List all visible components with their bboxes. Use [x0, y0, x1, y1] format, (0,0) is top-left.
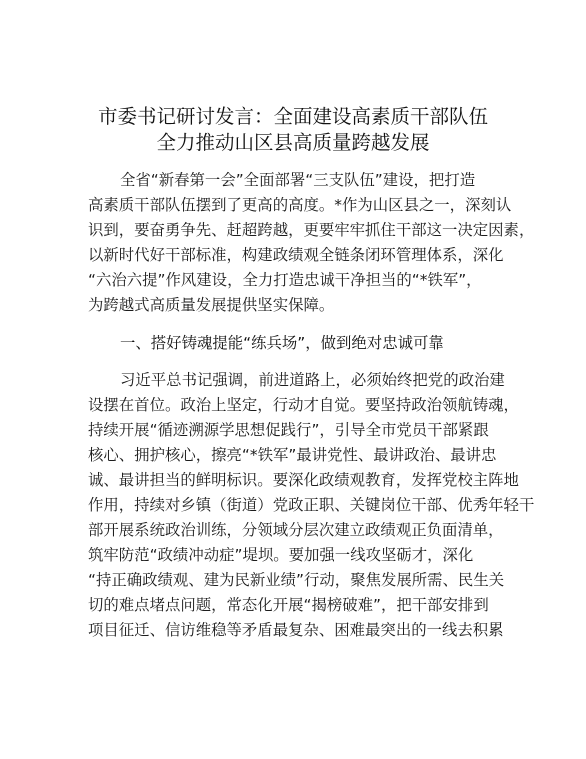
body-line: 持续开展“循迹溯源学思想促践行”，引导全市党员干部紧跟 — [88, 421, 489, 439]
intro-line: 高素质干部队伍摆到了更高的高度。*作为山区县之一，深刻认 — [88, 196, 512, 214]
section-heading: 一、搭好铸魂提能“练兵场”，做到绝对忠诚可靠 — [120, 334, 444, 352]
body-line: 筑牢防范“政绩冲动症”堤坝。要加强一线攻坚砺才，深化 — [88, 546, 474, 564]
intro-line: 全省“新春第一会”全面部署“三支队伍”建设，把打造 — [120, 171, 476, 189]
body-line: 核心、拥护核心，擦亮“*铁军”最讲党性、最讲政治、最讲忠 — [88, 446, 497, 464]
intro-line: “六治六提”作风建设，全力打造忠诚干净担当的“*铁军”， — [88, 271, 482, 289]
body-line: 切的难点堵点问题，常态化开展“揭榜破难”，把干部安排到 — [88, 596, 489, 614]
body-line: 作用，持续对乡镇（街道）党政正职、关键岗位干部、优秀年轻干 — [88, 496, 535, 514]
body-line: 诚、最讲担当的鲜明标识。要深化政绩观教育，发挥党校主阵地 — [88, 471, 519, 489]
intro-line: 以新时代好干部标准，构建政绩观全链条闭环管理体系，深化 — [88, 246, 504, 264]
body-line: “持正确政绩观、建为民新业绩”行动，聚焦发展所需、民生关 — [88, 571, 505, 589]
document-title-line-1: 市委书记研讨发言：全面建设高素质干部队伍 — [97, 105, 488, 128]
intro-line: 识到，要奋勇争先、赶超跨越，更要牢牢抓住干部这一决定因素， — [88, 221, 535, 239]
document-title-line-2: 全力推动山区县高质量跨越发展 — [156, 131, 430, 154]
body-line: 项目征迁、信访维稳等矛盾最复杂、困难最突出的一线去积累 — [88, 621, 504, 639]
body-line: 设摆在首位。政治上坚定，行动才自觉。要坚持政治领航铸魂， — [88, 396, 519, 414]
body-line: 习近平总书记强调，前进道路上，必须始终把党的政治建 — [120, 371, 505, 389]
body-line: 部开展系统政治训练，分领域分层次建立政绩观正负面清单， — [88, 521, 504, 539]
intro-line: 为跨越式高质量发展提供坚实保障。 — [88, 296, 335, 314]
